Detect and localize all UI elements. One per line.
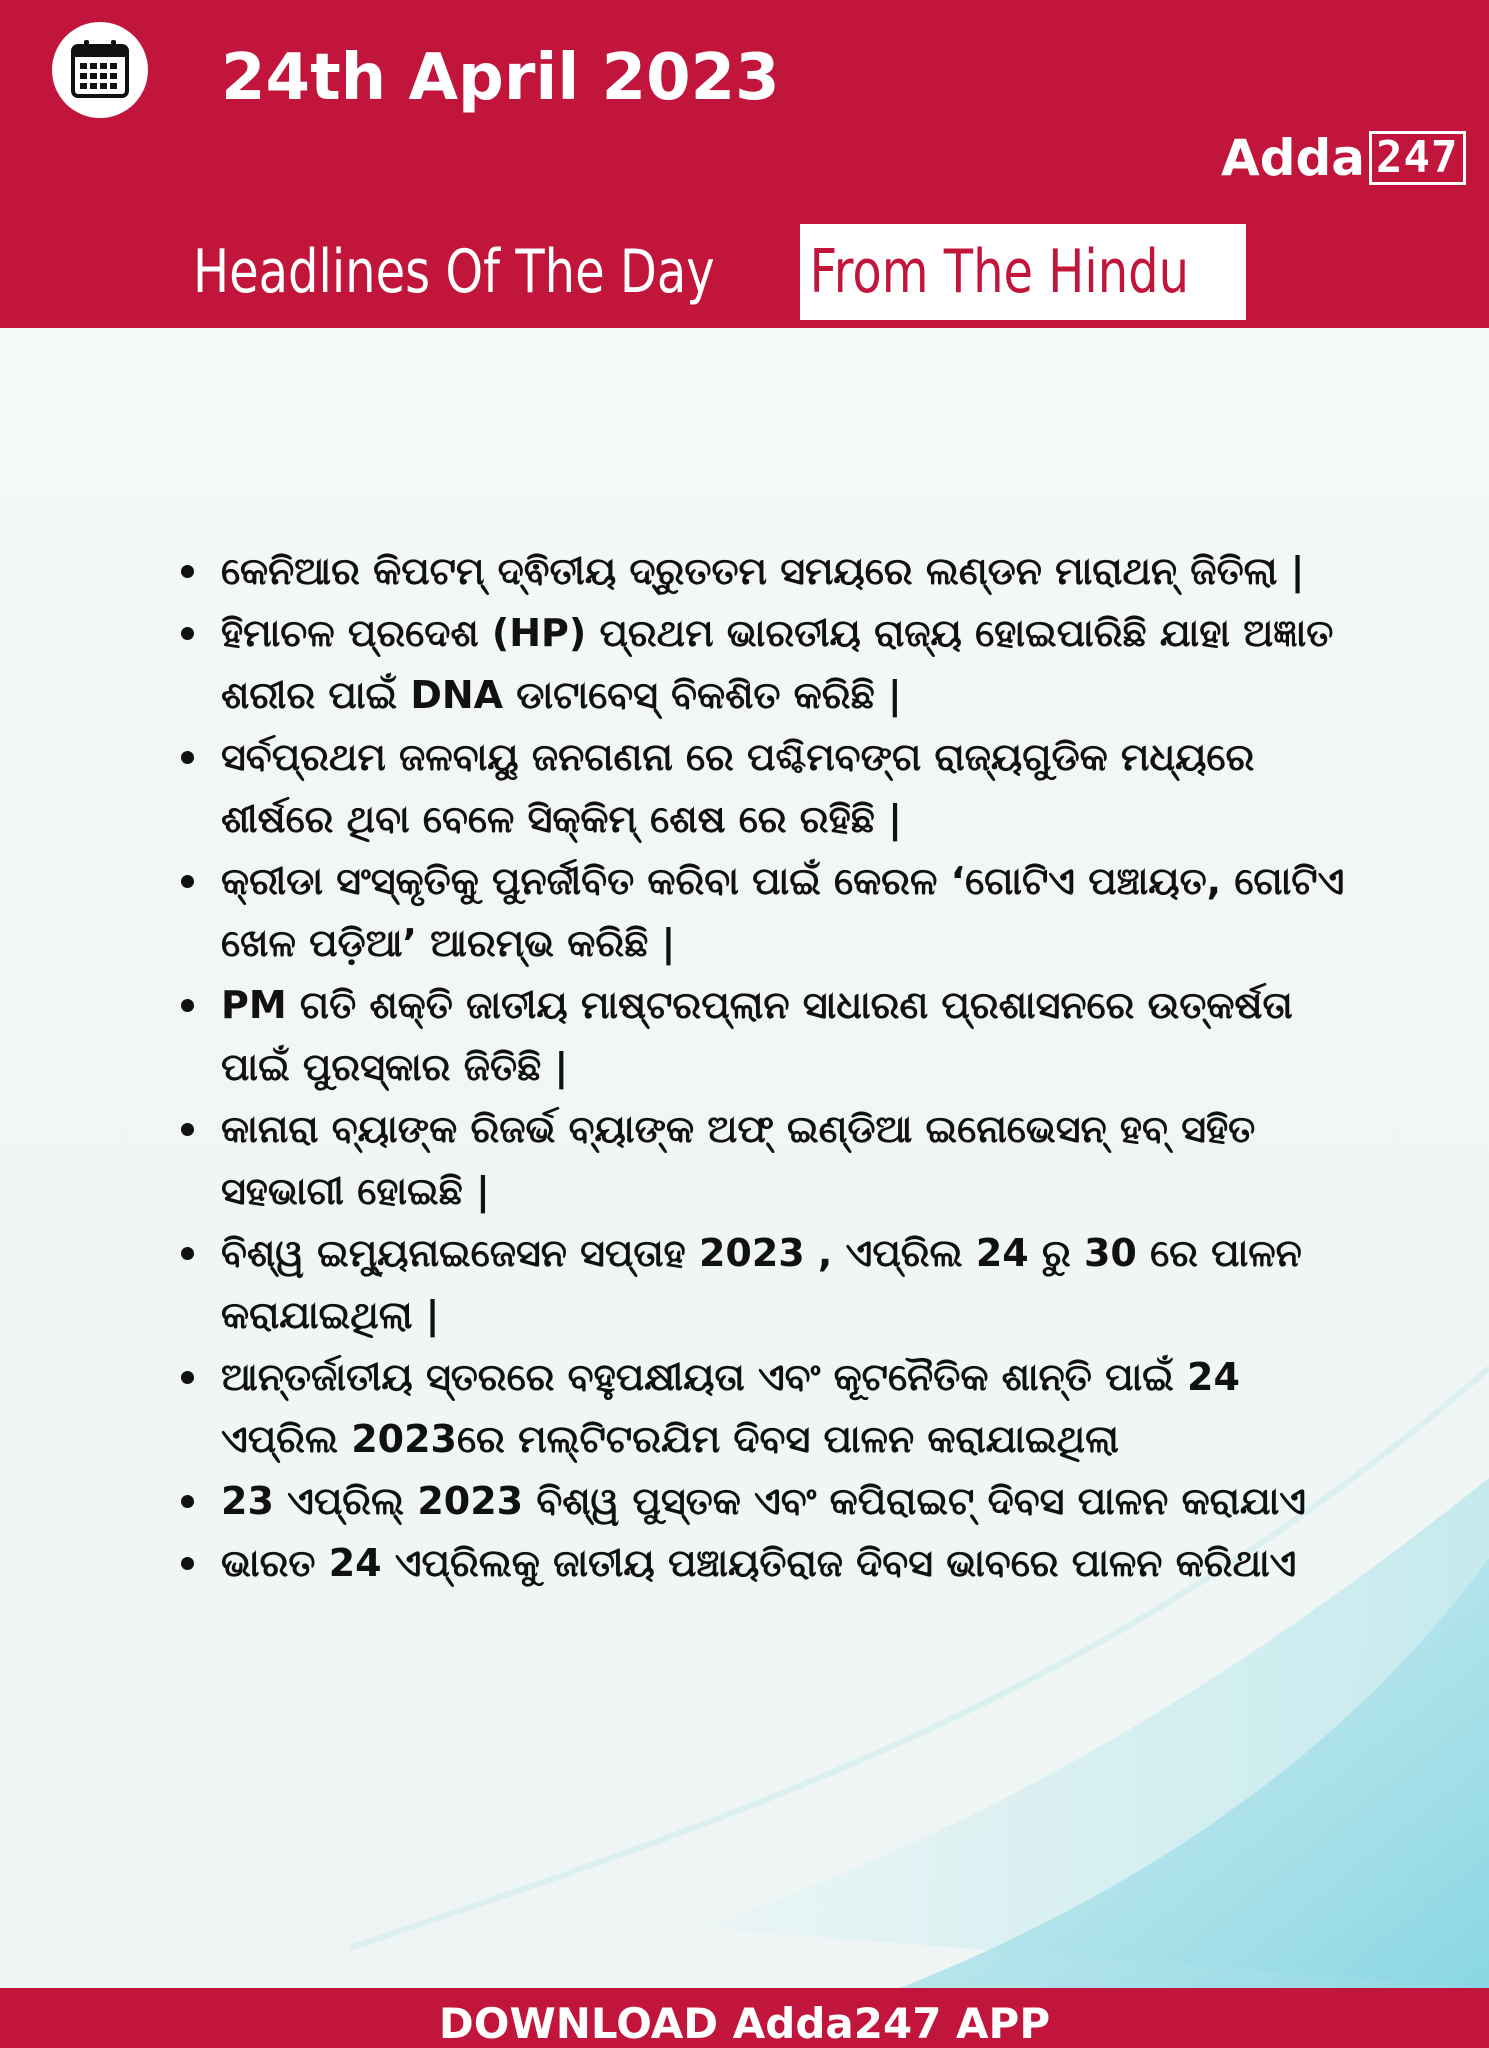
bullet-icon [181,1123,194,1136]
bullet-icon [181,627,194,640]
list-item [175,1222,1355,1346]
list-item [175,602,1355,726]
headline-text: ଭାରତ 24 ଏପ୍ରିଲକୁ ଜାତୀୟ ପଞ୍ଚାୟତିରାଜ ଦିବସ ଭାବରେ ପାଳନ କରିଥାଏ [221,1541,1297,1585]
headline-text: ହିମାଚଳ ପ୍ରଦେଶ (HP) ପ୍ରଥମ ଭାରତୀୟ ରାଜ୍ୟ ହୋଇପାରିଛି ଯାହା ଅଜ୍ଞାତ ଶରୀର ପାଇଁ DNA ଡାଟାବେସ୍ ବିକଶିତ କରିଛି | [221,611,1334,717]
list-item [175,1470,1355,1532]
bullet-icon [181,1557,194,1570]
bullet-icon [181,751,194,764]
list-item [175,726,1355,850]
list-item [175,1098,1355,1222]
source-badge [800,224,1246,320]
list-item [175,540,1355,602]
headline-text: 23 ଏପ୍ରିଲ୍ 2023 ବିଶ୍ୱ ପୁସ୍ତକ ଏବଂ କପିରାଇଟ୍ ଦିବସ ପାଳନ କରାଯାଏ [221,1479,1306,1523]
headline-text: କେନିଆର କିପଟମ୍ ଦ୍ଵିତୀୟ ଦ୍ରୁତତମ ସମୟରେ ଲଣ୍ଡନ ମାରାଥନ୍ ଜିତିଲା | [221,549,1305,593]
calendar-badge [52,22,148,118]
headline-text: ଆନ୍ତର୍ଜାତୀୟ ସ୍ତରରେ ବହୁପକ୍ଷୀୟତା ଏବଂ କୂଟନୈତିକ ଶାନ୍ତି ପାଇଁ 24 ଏପ୍ରିଲ 2023ରେ ମଲ୍ଟିଟରଯିମ ଦିବସ ପାଳନ କରାଯାଇଥିଲା [221,1355,1240,1461]
list-item [175,1532,1355,1594]
list-item [175,1346,1355,1470]
headline-text: ବିଶ୍ୱ ଇମ୍ୟୁନାଇଜେସନ ସପ୍ତାହ 2023 , ଏପ୍ରିଲ 24 ରୁ 30 ରେ ପାଳନ କରାଯାଇଥିଲା | [221,1231,1302,1337]
bullet-icon [181,565,194,578]
adda247-logo [1221,128,1466,188]
headline-text: କାନାରା ବ୍ୟାଙ୍କ ରିଜର୍ଭ ବ୍ୟାଙ୍କ ଅଫ୍ ଇଣ୍ଡିଆ ଇନୋଭେସନ୍ ହବ୍ ସହିତ ସହଭାଗୀ ହୋଇଛି | [221,1107,1256,1213]
list-item [175,850,1355,974]
logo-word: Adda [1221,129,1366,187]
headline-text: ସର୍ବପ୍ରଥମ ଜଳବାୟୁ ଜନଗଣନା ରେ ପଶ୍ଚିମବଙ୍ଗ ରାଜ୍ୟଗୁଡିକ ମଧ୍ୟରେ ଶୀର୍ଷରେ ଥିବା ବେଳେ ସିକ୍କିମ୍ ଶେଷ ରେ ରହିଛି | [221,735,1255,841]
headlines-title: Headlines Of The Day [193,237,715,307]
headline-text: କ୍ରୀଡା ସଂସ୍କୃତିକୁ ପୁନର୍ଜୀବିତ କରିବା ପାଇଁ କେରଳ ‘ଗୋଟିଏ ପଞ୍ଚାୟତ, ଗୋଟିଏ ଖେଳ ପଡ଼ିଆ’ ଆରମ୍ଭ କରିଛି | [221,859,1345,965]
bullet-icon [181,999,194,1012]
bullet-icon [181,875,194,888]
bullet-icon [181,1247,194,1260]
header-banner [0,0,1489,328]
source-label: From The Hindu [809,237,1190,307]
date-title: 24th April 2023 [221,41,780,115]
headline-list [175,540,1355,1594]
download-app-label[interactable]: DOWNLOAD Adda247 APP [438,1999,1051,2048]
logo-number: 247 [1369,131,1465,185]
bullet-icon [181,1371,194,1384]
download-app-banner[interactable] [0,1988,1489,2048]
headline-row [193,226,1246,318]
bullet-icon [181,1495,194,1508]
calendar-icon [70,38,130,100]
headline-text: PM ଗତି ଶକ୍ତି ଜାତୀୟ ମାଷ୍ଟରପ୍ଲାନ ସାଧାରଣ ପ୍ରଶାସନରେ ଉତ୍କର୍ଷତା ପାଇଁ ପୁରସ୍କାର ଜିତିଛି | [221,983,1293,1089]
list-item [175,974,1355,1098]
